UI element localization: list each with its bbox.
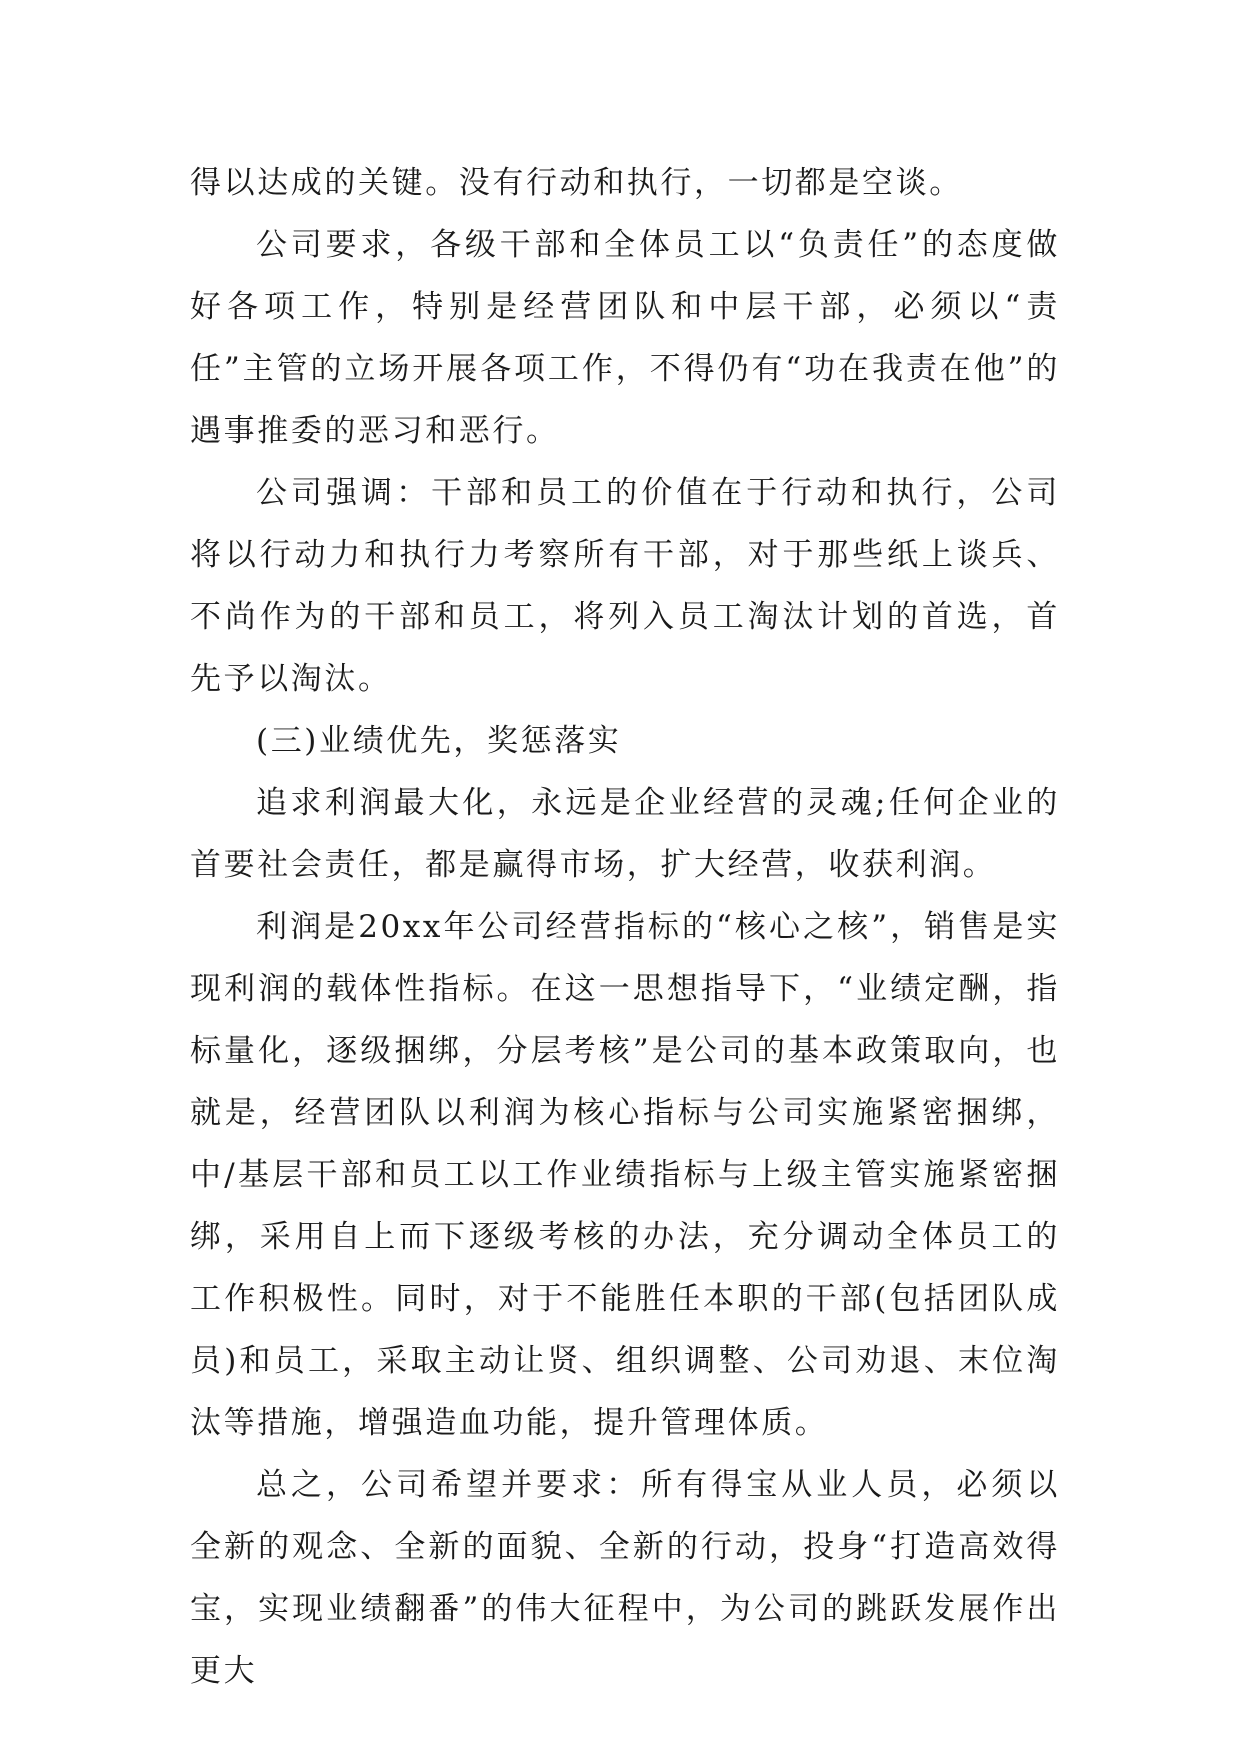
paragraph-1: 得以达成的关键。没有行动和执行，一切都是空谈。 bbox=[190, 165, 963, 201]
section-heading: (三)业绩优先，奖惩落实 bbox=[256, 723, 622, 759]
paragraph-6: 总之，公司希望并要求：所有得宝从业人员，必须以全新的观念、全新的面貌、全新的行动，投身“打造高效得宝，实现业绩翻番”的伟大征程中，为公司的跳跃发展作出更大 bbox=[190, 1467, 1060, 1689]
paragraph-4: 追求利润最大化，永远是企业经营的灵魂;任何企业的首要社会责任，都是赢得市场，扩大经营，收获利润。 bbox=[190, 785, 1060, 883]
paragraph-3: 公司强调：干部和员工的价值在于行动和执行，公司将以行动力和执行力考察所有干部，对于那些纸上谈兵、不尚作为的干部和员工，将列入员工淘汰计划的首选，首先予以淘汰。 bbox=[190, 475, 1060, 697]
document-body bbox=[190, 152, 1060, 1702]
paragraph-5: 利润是20xx年公司经营指标的“核心之核”，销售是实现利润的载体性指标。在这一思想指导下，“业绩定酬，指标量化，逐级捆绑，分层考核”是公司的基本政策取向，也就是，经营团队以利润为核心指标与公司实施紧密捆绑，中/基层干部和员工以工作业绩指标与上级主管实施紧密捆绑，采用自上而下逐级考核的办法，充分调动全体员工的工作积极性。同时，对于不能胜任本职的干部(包括团队成员)和员工，采取主动让贤、组织调整、公司劝退、末位淘汰等措施，增强造血功能，提升管理体质。 bbox=[190, 909, 1060, 1441]
paragraph-2: 公司要求，各级干部和全体员工以“负责任”的态度做好各项工作，特别是经营团队和中层干部，必须以“责任”主管的立场开展各项工作，不得仍有“功在我责在他”的遇事推委的恶习和恶行。 bbox=[190, 227, 1060, 449]
